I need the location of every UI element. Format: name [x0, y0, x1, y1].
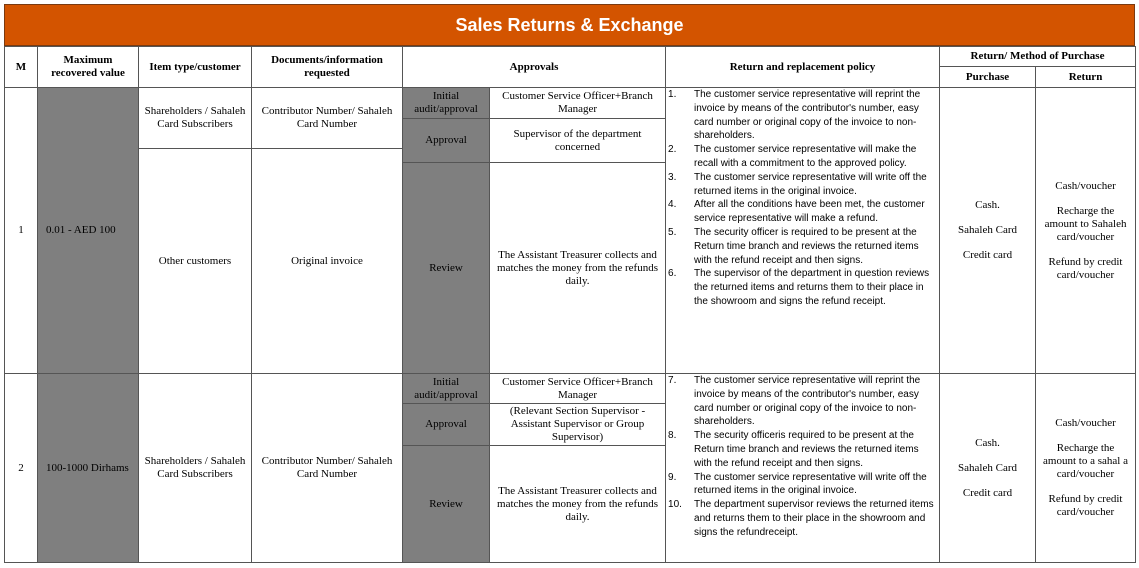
row-1-item-shareholders: Shareholders / Sahaleh Card Subscribers — [139, 88, 252, 149]
row-1-approval-detail-3: The Assistant Treasurer collects and matches the money from the refunds daily. — [490, 163, 666, 374]
row-1-docs-other: Original invoice — [252, 149, 403, 374]
header-max-value: Maximum recovered value — [38, 47, 139, 88]
row-1-item-other: Other customers — [139, 149, 252, 374]
row-2-policy — [666, 374, 940, 563]
row-2-max-value: 100-1000 Dirhams — [38, 374, 139, 563]
row-2-docs-shareholders: Contributor Number/ Sahaleh Card Number — [252, 374, 403, 563]
row-1-approval-label-1: Initial audit/approval — [403, 88, 490, 119]
row-1-approval-detail-2: Supervisor of the department concerned — [490, 119, 666, 163]
return-method: Recharge the amount to Sahaleh card/voucher — [1044, 204, 1127, 243]
purchase-method: Cash. — [975, 436, 1000, 449]
row-1-purchase — [940, 88, 1036, 374]
return-method: Cash/voucher — [1055, 179, 1116, 192]
header-item-type: Item type/customer — [139, 47, 252, 88]
return-method: Refund by credit card/voucher — [1048, 255, 1123, 281]
page-title: Sales Returns & Exchange — [4, 4, 1135, 46]
header-approvals: Approvals — [403, 47, 666, 88]
purchase-method: Credit card — [962, 486, 1013, 499]
row-2-item-shareholders: Shareholders / Sahaleh Card Subscribers — [139, 374, 252, 563]
purchase-method: Sahaleh Card — [958, 224, 1017, 236]
row-2-approval-label-2: Approval — [403, 404, 490, 446]
row-1-approval-label-2: Approval — [403, 119, 490, 163]
document-page — [4, 4, 1135, 564]
header-purchase: Purchase — [940, 67, 1036, 88]
row-2-approval-label-1: Initial audit/approval — [403, 374, 490, 404]
policy-table — [4, 46, 1136, 563]
policy-item: 1. The customer service representative will reprint the invoice by means of the contributor's number, easy card number or original copy of the invoice to non-shareholders. — [668, 89, 921, 142]
header-return: Return — [1036, 67, 1136, 88]
policy-item: 2. The customer service representative will make the recall with a commitment to the approved policy. — [668, 144, 917, 169]
policy-item: 4. After all the conditions have been met, the customer service representative will make a refund. — [668, 199, 925, 225]
row-2-approval-detail-1: Customer Service Officer+Branch Manager — [490, 374, 666, 404]
row-1-return — [1036, 88, 1136, 374]
return-method: Refund by credit card/voucher — [1048, 493, 1123, 518]
header-method: Return/ Method of Purchase — [940, 47, 1136, 67]
row-2-purchase — [940, 374, 1036, 563]
policy-item: 9. The customer service representative will write off the returned items in the original invoice. — [668, 471, 927, 497]
row-1-max-value: 0.01 - AED 100 — [38, 88, 139, 374]
purchase-method: Cash. — [975, 199, 1000, 211]
row-1-policy — [666, 88, 940, 374]
row-2-m: 2 — [5, 374, 38, 563]
header-policy: Return and replacement policy — [666, 47, 940, 88]
policy-item: 8. The security officeris required to be present at the Return time branch and reviews the returned items with the refund receipt and then signs. — [668, 430, 919, 469]
row-1-approval-detail-1: Customer Service Officer+Branch Manager — [490, 88, 666, 119]
purchase-method: Sahaleh Card — [958, 461, 1017, 474]
row-1-approval-label-3: Review — [403, 163, 490, 374]
return-method: Cash/voucher — [1055, 417, 1116, 429]
row-1-docs-shareholders: Contributor Number/ Sahaleh Card Number — [252, 88, 403, 149]
row-2-return — [1036, 374, 1136, 563]
return-method: Recharge the amount to a sahal a card/voucher — [1043, 442, 1128, 480]
purchase-method: Credit card — [962, 249, 1013, 261]
header-documents: Documents/information requested — [252, 47, 403, 88]
header-m: M — [5, 47, 38, 88]
row-1-m: 1 — [5, 88, 38, 374]
policy-item: 5. The security officer is required to be present at the Return time branch and reviews the returned items with the refund receipt and then signs. — [668, 226, 919, 266]
policy-item: 7. The customer service representative will reprint the invoice by means of the contributor's number, easy card number or original copy of the invoice to non-shareholders. — [668, 375, 921, 428]
row-2-approval-detail-3: The Assistant Treasurer collects and matches the money from the refunds daily. — [490, 446, 666, 563]
policy-item: 10. The department supervisor reviews the returned items and returns them to their place in the showroom and signs the refundreceipt. — [668, 499, 934, 538]
policy-item: 3. The customer service representative will write off the returned items in the original invoice. — [668, 171, 927, 197]
policy-item: 6. The supervisor of the department in question reviews the returned items and returns them to their place in the showroom and signs the refund receipt. — [668, 268, 930, 307]
row-2-approval-detail-2: (Relevant Section Supervisor - Assistant Supervisor or Group Supervisor) — [490, 404, 666, 446]
row-2-approval-label-3: Review — [403, 446, 490, 563]
